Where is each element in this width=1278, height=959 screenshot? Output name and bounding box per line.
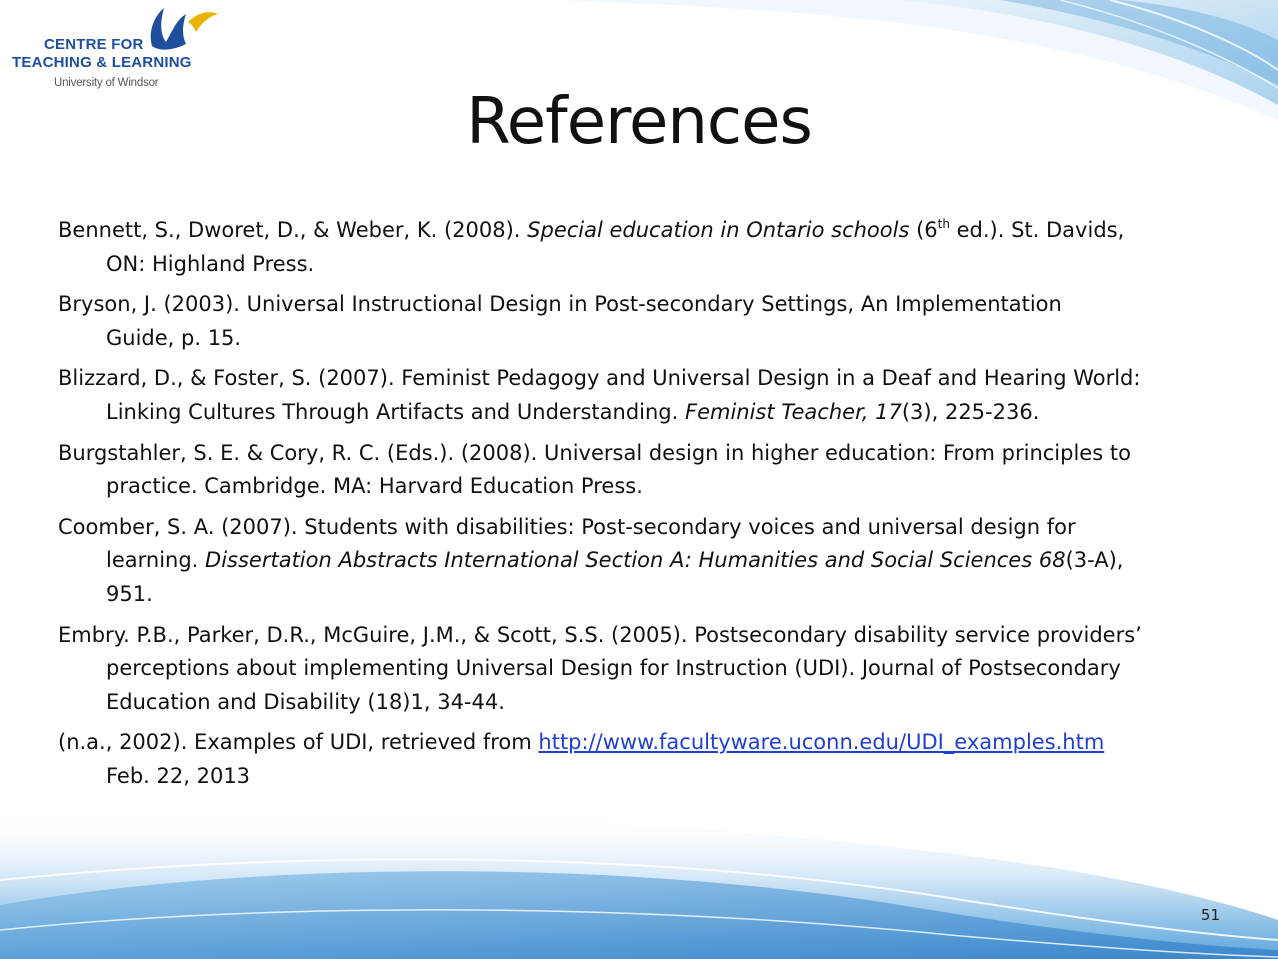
udi-examples-link[interactable]: http://www.facultyware.uconn.edu/UDI_examples.htm (538, 730, 1105, 755)
reference-list (58, 214, 1238, 801)
logo-line-centre: CENTRE FOR (44, 36, 144, 53)
logo-swoosh-icon (142, 2, 220, 50)
reference-item: Burgstahler, S. E. & Cory, R. C. (Eds.). (2008). Universal design in higher education: From principles to practice. Cambridge. MA: Harvard Education Press. (58, 440, 1131, 499)
reference-item: Blizzard, D., & Foster, S. (2007). Feminist Pedagogy and Universal Design in a Deaf and Hearing World: Linking Cultures Through Artifacts and Understanding. Feminist Teacher, 17(3), 225-236. (58, 366, 1141, 424)
slide-title: References (466, 85, 812, 159)
page-number: 51 (1200, 906, 1220, 924)
logo-line-university: University of Windsor (54, 77, 159, 89)
reference-item: Bryson, J. (2003). Universal Instructional Design in Post-secondary Settings, An Implementation Guide, p. 15. (58, 292, 1062, 350)
reference-item: (n.a., 2002). Examples of UDI, retrieved from http://www.facultyware.uconn.edu/UDI_examples.htm Feb. 22, 2013 (58, 730, 1105, 788)
reference-item: Coomber, S. A. (2007). Students with disabilities: Post-secondary voices and universal design for learning. Dissertation Abstracts International Section A: Humanities and Social Sciences 68(3-A), 951. (58, 514, 1124, 606)
reference-item: Embry. P.B., Parker, D.R., McGuire, J.M., & Scott, S.S. (2005). Postsecondary disability service providers’ perceptions about implementing Universal Design for Instruction (UDI). Journal of Postsecondary Education and Disability (18)1, 34-44. (58, 622, 1142, 714)
reference-item: Bennett, S., Dworet, D., & Weber, K. (2008). Special education in Ontario schools (6th ed.). St. Davids, ON: Highland Press. (58, 217, 1125, 276)
logo-line-teaching: TEACHING & LEARNING (12, 54, 192, 71)
